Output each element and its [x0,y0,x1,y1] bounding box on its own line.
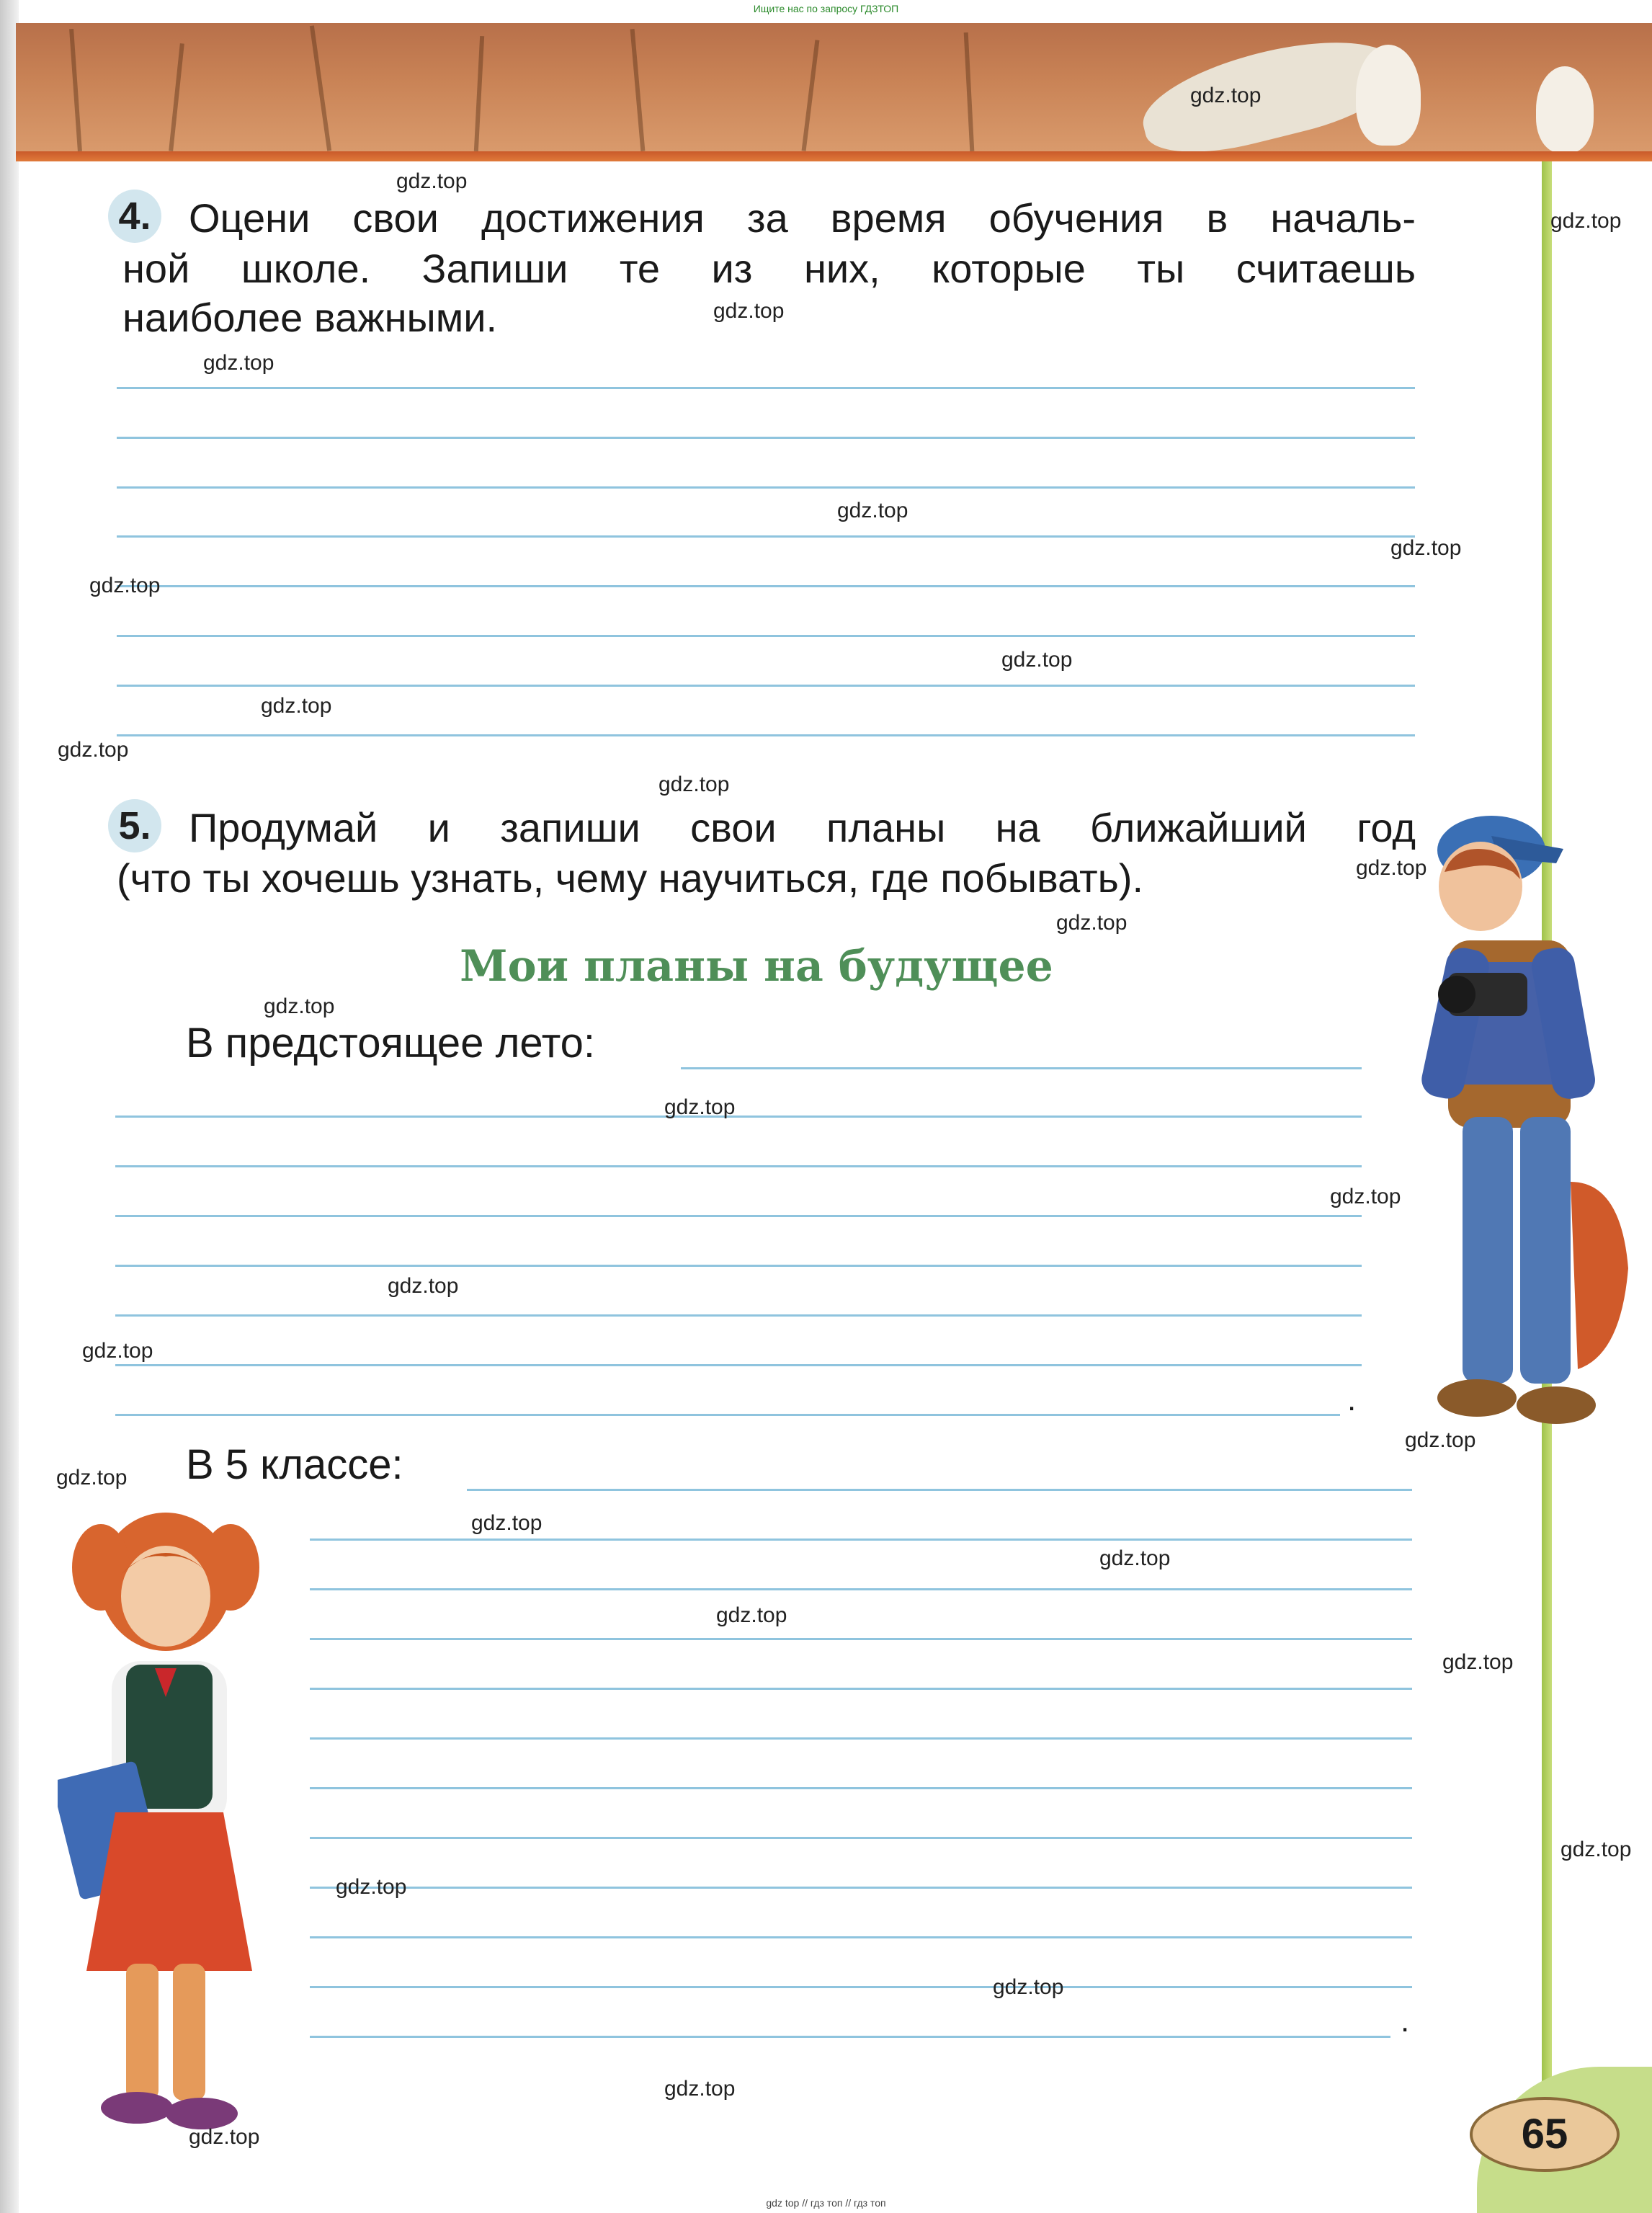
header-photo-banner [16,23,1652,151]
watermark: gdz.top [203,351,274,375]
grass-stalk [169,43,184,151]
watermark: gdz.top [1561,1838,1632,1861]
answer-line[interactable] [310,1688,1412,1690]
task-5-number: 5. [108,799,161,852]
grass-stalk [802,40,820,151]
task-5-line-1: Продумай и запиши свои планы на ближайший год [189,805,1416,850]
end-mark: . [1401,2003,1410,2039]
grass-stalk [69,29,82,151]
watermark: gdz.top [1550,209,1622,233]
plans-title: Мои планы на будущее [460,941,1053,992]
stork-icon [1536,66,1594,151]
answer-line[interactable] [115,1215,1362,1217]
watermark: gdz.top [471,1511,543,1535]
answer-line[interactable] [117,685,1415,687]
summer-label: В предстоящее лето: [186,1020,596,1067]
book-spine-shadow [0,0,19,2213]
watermark: gdz.top [56,1466,128,1490]
answer-line[interactable] [117,734,1415,736]
answer-line[interactable] [115,1314,1362,1317]
grass-stalk [310,25,331,151]
stork-icon [1356,45,1421,146]
watermark: gdz.top [664,1095,736,1119]
answer-line[interactable] [310,1887,1412,1889]
watermark: gdz.top [664,2077,736,2101]
task-5-line-2: (что ты хочешь узнать, чему научиться, где побывать). [117,855,1144,901]
answer-line[interactable] [115,1116,1362,1118]
grade5-label: В 5 классе: [186,1441,403,1488]
watermark: gdz.top [388,1274,459,1298]
watermark: gdz.top [1330,1185,1401,1208]
boy-with-camera-illustration [1383,807,1643,1434]
watermark: gdz.top [716,1603,787,1627]
end-mark: . [1347,1382,1357,1417]
watermark: gdz.top [58,738,129,762]
answer-line[interactable] [310,1588,1412,1590]
answer-line[interactable] [117,585,1415,587]
watermark: gdz.top [82,1339,153,1363]
task-4-number: 4. [108,190,161,243]
grass-stalk [474,36,484,151]
answer-line[interactable] [117,437,1415,439]
answer-line[interactable] [467,1489,1412,1491]
answer-line[interactable] [310,1837,1412,1839]
watermark: gdz.top [837,499,908,522]
answer-line[interactable] [310,1737,1412,1740]
answer-line[interactable] [117,635,1415,637]
watermark: gdz.top [1056,911,1128,935]
grass-stalk [630,29,646,151]
answer-line[interactable] [117,535,1415,538]
watermark: gdz.top [261,694,332,718]
answer-line[interactable] [310,1638,1412,1640]
watermark: gdz.top [1442,1650,1514,1674]
answer-line[interactable] [310,2036,1390,2038]
watermark: gdz.top [1390,536,1462,560]
page-number: 65 [1521,2111,1568,2158]
watermark: gdz.top [1405,1428,1476,1452]
task-4-line-3: наиболее важными. [122,295,498,340]
grass-stalk [964,32,975,151]
watermark: gdz.top [1356,856,1427,880]
answer-line[interactable] [310,1986,1412,1988]
answer-line[interactable] [115,1165,1362,1167]
answer-line[interactable] [115,1364,1362,1366]
answer-line[interactable] [117,486,1415,489]
answer-line[interactable] [310,1936,1412,1938]
watermark: gdz.top [336,1875,407,1899]
watermark: gdz.top [89,574,161,597]
watermark: gdz.top [713,299,785,323]
watermark: gdz.top [189,2125,260,2149]
answer-line[interactable] [681,1067,1362,1069]
answer-line[interactable] [117,387,1415,389]
watermark: gdz.top [1001,648,1073,672]
task-4-line-1: Оцени свои достижения за время обучения в началь- [189,195,1416,241]
answer-line[interactable] [115,1265,1362,1267]
watermark: gdz.top [396,169,468,193]
answer-line[interactable] [115,1414,1340,1416]
watermark: gdz.top [1190,84,1262,107]
watermark: gdz.top [658,772,730,796]
banner-border [16,151,1652,161]
answer-line[interactable] [310,1539,1412,1541]
top-search-note: Ищите нас по запросу ГДЗТОП [753,3,899,14]
task-4-line-2: ной школе. Запиши те из них, которые ты считаешь [122,246,1416,291]
watermark: gdz.top [993,1975,1064,1999]
watermark: gdz.top [264,994,335,1018]
girl-with-folder-illustration [58,1502,274,2137]
answer-line[interactable] [310,1787,1412,1789]
bottom-note: gdz top // гдз топ // гдз топ [766,2197,886,2209]
watermark: gdz.top [1099,1546,1171,1570]
